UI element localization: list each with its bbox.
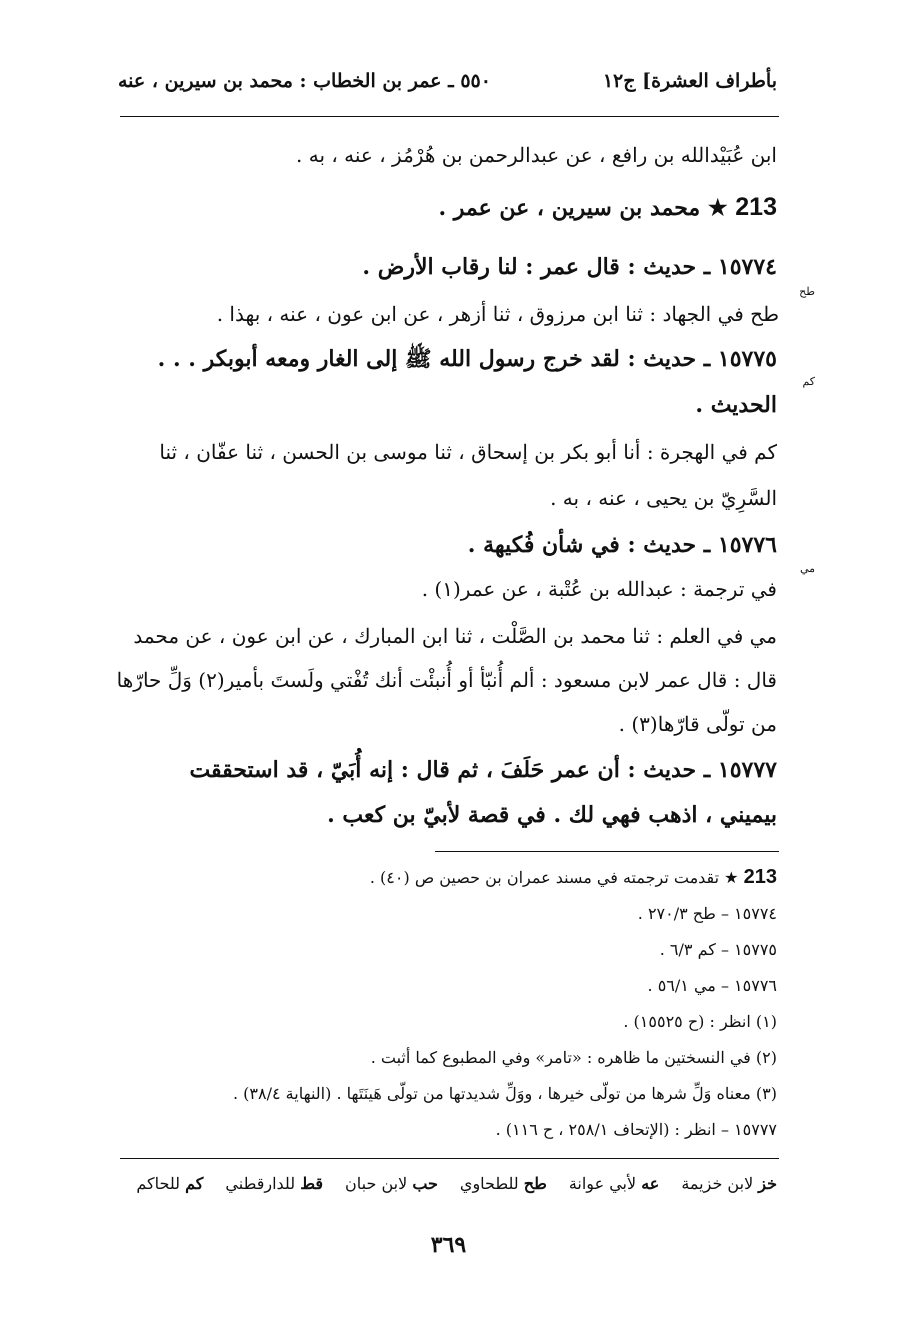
- page-number: ٣٦٩: [430, 1232, 467, 1258]
- footnote: ١٥٧٧٧ – انظر : (الإتحاف ٢٥٨/١ ، ح ١١٦) .: [495, 1120, 777, 1139]
- abbreviation-legend: [118, 1174, 777, 1193]
- footnote-text: ★ تقدمت ترجمته في مسند عمران بن حصين ص (٤٠) .: [369, 868, 739, 887]
- abbrev-item: حب لابن حبان: [345, 1174, 438, 1193]
- header-section: ٥٥٠ ـ عمر بن الخطاب : محمد بن سيرين ، عنه: [118, 70, 491, 92]
- section-number: 213: [735, 193, 777, 221]
- footnote-rule: [435, 851, 779, 852]
- source-mark: كم: [802, 375, 815, 388]
- abbrev-item: طح للطحاوي: [459, 1174, 547, 1193]
- text-line: السَّرِيّ بن يحيى ، عنه ، به .: [550, 486, 777, 510]
- text-line: طح في الجهاد : ثنا ابن مرزوق ، ثنا أزهر ، عن ابن عون ، عنه ، بهذا .: [216, 302, 779, 326]
- text-line: مي في العلم : ثنا محمد بن الصَّلْت ، ثنا ابن المبارك ، عن ابن عون ، عن محمد: [133, 624, 777, 648]
- text-line: ابن عُبَيْدالله بن رافع ، عن عبدالرحمن بن هُرْمُز ، عنه ، به .: [296, 143, 777, 167]
- abbrev-item: كم للحاكم: [136, 1174, 204, 1193]
- text-line: قال : قال عمر لابن مسعود : ألم أُنبّأ أو أُنبئْت أنك تُفْتي ولَستَ بأمير(٢) وَلِّ حارّها: [116, 668, 777, 692]
- footnote-213: [118, 866, 777, 889]
- abbrev-item: عه لأبي عوانة: [568, 1174, 660, 1193]
- text-line: كم في الهجرة : أنا أبو بكر بن إسحاق ، ثنا موسى بن الحسن ، ثنا عفّان ، ثنا: [159, 440, 777, 464]
- footnote: ١٥٧٧٦ – مي ٥٦/١ .: [647, 976, 777, 995]
- running-header: [118, 70, 777, 92]
- source-mark: طح: [799, 285, 815, 298]
- footnote-number: 213: [743, 866, 777, 888]
- text-line: من تولّى قارّها(٣) .: [618, 712, 777, 736]
- section-heading-213: [118, 193, 777, 222]
- hadith-heading-15777: ١٥٧٧٧ ـ حديث : أن عمر حَلَفَ ، ثم قال : إنه أُبَيّ ، قد استحققت: [189, 757, 777, 783]
- abbrev-item: قط للدارقطني: [225, 1174, 324, 1193]
- footnote: (٢) في النسختين ما ظاهره : «تامر» وفي المطبوع كما أثبت .: [370, 1048, 777, 1067]
- hadith-heading-cont: الحديث .: [695, 392, 777, 418]
- text-line: في ترجمة : عبدالله بن عُتْبة ، عن عمر(١) .: [421, 577, 777, 601]
- section-title: ★ محمد بن سيرين ، عن عمر .: [438, 195, 728, 221]
- footnote: ١٥٧٧٤ – طح ٢٧٠/٣ .: [637, 904, 777, 923]
- footnote: (١) انظر : (ح ١٥٥٢٥) .: [623, 1012, 777, 1031]
- abbrev-rule: [120, 1158, 779, 1159]
- hadith-heading-15774: ١٥٧٧٤ ـ حديث : قال عمر : لنا رقاب الأرض .: [362, 254, 777, 280]
- header-rule: [120, 116, 779, 117]
- source-mark: مي: [799, 562, 815, 575]
- footnote: (٣) معناه وَلِّ شرها من تولّى خيرها ، ووَلِّ شديدتها من تولّى هَينَتَها . (النهاية ٣٨/٤) .: [233, 1084, 777, 1103]
- hadith-heading-15776: ١٥٧٧٦ ـ حديث : في شأن فُكيهة .: [467, 532, 777, 558]
- hadith-heading-cont: بيميني ، اذهب فهي لك . في قصة لأبيّ بن كعب .: [327, 802, 777, 828]
- hadith-heading-15775: ١٥٧٧٥ ـ حديث : لقد خرج رسول الله ﷺ إلى الغار ومعه أبوبكر . . .: [157, 346, 777, 372]
- abbrev-item: خز لابن خزيمة: [681, 1174, 777, 1193]
- footnote: ١٥٧٧٥ – كم ٦/٣ .: [659, 940, 777, 959]
- header-volume: بأطراف العشرة] ج١٢: [602, 70, 777, 92]
